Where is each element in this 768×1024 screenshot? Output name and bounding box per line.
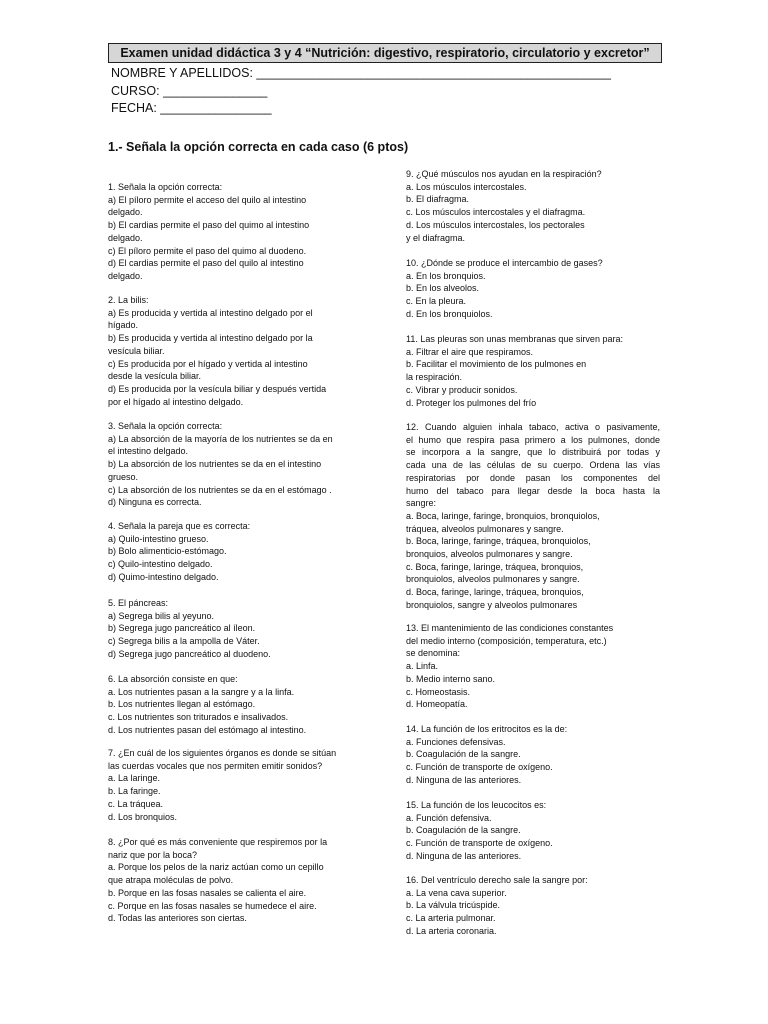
question-text: 12. Cuando alguien inhala tabaco, activa o pasivamente, [406, 422, 660, 432]
course-field: CURSO: _______________ [111, 83, 268, 98]
question-line: a. La laringe. [108, 773, 161, 784]
question-block [406, 333, 660, 409]
question-block [406, 257, 660, 321]
question-line: b) Segrega jugo pancreático al íleon. [108, 623, 256, 634]
question-line: c. Los músculos intercostales y el diafragma. [406, 207, 586, 218]
date-field: FECHA: ________________ [111, 101, 272, 115]
question-block [406, 421, 660, 612]
question-line: la respiración. [406, 372, 463, 383]
student-info-fields [111, 65, 671, 118]
question-line: b. En los alveolos. [406, 283, 480, 294]
question-line: d) Segrega jugo pancreático al duodeno. [108, 648, 271, 659]
question-text: 3. Señala la opción correcta: [108, 421, 223, 431]
question-block [406, 168, 660, 244]
question-line: d) El cardias permite el paso del quilo al intestino [108, 258, 304, 269]
question-line: b. Medio interno sano. [406, 673, 496, 684]
question-line: a. Filtrar el aire que respiramos. [406, 346, 534, 357]
question-line: d. Homeopatía. [406, 699, 468, 710]
question-line: c. Porque en las fosas nasales se humedece el aire. [108, 900, 317, 911]
question-block [406, 799, 660, 863]
question-line: que atrapa moléculas de polvo. [108, 875, 234, 886]
question-line: c. Homeostasis. [406, 686, 471, 697]
question-line: d. Los bronquios. [108, 811, 178, 822]
question-line: d. Los nutrientes pasan del estómago al intestino. [108, 724, 307, 735]
question-line: el humo que respira pasa primero a los pulmones, donde [406, 434, 660, 445]
question-line: b) El cardias permite el paso del quimo al intestino [108, 220, 310, 231]
question-block [108, 520, 368, 584]
question-line: humo del tabaco para llegar desde la boca hasta la [406, 485, 660, 496]
question-text: 9. ¿Qué músculos nos ayudan en la respiración? [406, 169, 602, 179]
question-line: a. Los nutrientes pasan a la sangre y a la linfa. [108, 686, 295, 697]
question-line: c. Boca, faringe, laringe, tráquea, bronquios, [406, 561, 584, 572]
question-block [108, 597, 368, 661]
question-line: del medio interno (composición, temperatura, etc.) [406, 635, 607, 646]
question-block [108, 747, 368, 823]
question-line: a. Los músculos intercostales. [406, 181, 527, 192]
question-line: d. Los músculos intercostales, los pectorales [406, 219, 585, 230]
question-text: 10. ¿Dónde se produce el intercambio de gases? [406, 258, 603, 268]
question-text: 15. La función de los leucocitos es: [406, 800, 547, 810]
question-line: d) Quimo-intestino delgado. [108, 571, 219, 582]
question-line: c) Quilo-intestino delgado. [108, 559, 213, 570]
question-line: d) Ninguna es correcta. [108, 497, 202, 508]
question-line: a. Funciones defensivas. [406, 736, 506, 747]
question-line: c. Función de transporte de oxígeno. [406, 762, 553, 773]
question-text: 2. La bilis: [108, 295, 149, 305]
question-line: a. Linfa. [406, 661, 439, 672]
question-line: d. La arteria coronaria. [406, 925, 497, 936]
question-line: a. En los bronquios. [406, 270, 486, 281]
question-line: delgado. [108, 232, 143, 243]
question-block [406, 874, 660, 938]
question-line: b. Coagulación de la sangre. [406, 749, 521, 760]
question-line: a) Segrega bilis al yeyuno. [108, 610, 215, 621]
question-line: c. Función de transporte de oxígeno. [406, 838, 553, 849]
question-line: grueso. [108, 471, 139, 482]
question-line: a. La vena cava superior. [406, 887, 507, 898]
question-line: bronquios, alveolos pulmonares y sangre. [406, 549, 573, 560]
question-block [406, 723, 660, 787]
question-line: b. Facilitar el movimiento de los pulmones en [406, 359, 587, 370]
question-block [108, 420, 368, 509]
question-text: 1. Señala la opción correcta: [108, 182, 223, 192]
question-line: y el diafragma. [406, 232, 466, 243]
question-text: 13. El mantenimiento de las condiciones constantes [406, 623, 614, 633]
question-line: nariz que por la boca? [108, 849, 198, 860]
question-line: hígado. [108, 320, 139, 331]
question-text: 14. La función de los eritrocitos es la de: [406, 724, 568, 734]
question-block [108, 673, 368, 737]
question-line: b) Bolo alimenticio-estómago. [108, 546, 227, 557]
question-line: d. Ninguna de las anteriores. [406, 850, 522, 861]
question-line: b. Los nutrientes llegan al estómago. [108, 699, 256, 710]
question-line: el intestino delgado. [108, 446, 189, 457]
question-block [108, 294, 368, 408]
question-line: d. Ninguna de las anteriores. [406, 774, 522, 785]
question-block [108, 836, 368, 925]
question-line: respiratorias por donde pasan los componentes del [406, 472, 660, 483]
question-line: d. En los bronquiolos. [406, 308, 493, 319]
question-line: bronquiolos, sangre y alveolos pulmonares [406, 599, 578, 610]
question-line: b. Porque en las fosas nasales se calienta el aire. [108, 887, 307, 898]
question-line: a. Porque los pelos de la nariz actúan como un cepillo [108, 862, 324, 873]
question-line: b. La faringe. [108, 786, 161, 797]
question-text: 4. Señala la pareja que es correcta: [108, 521, 251, 531]
question-text: 11. Las pleuras son unas membranas que sirven para: [406, 334, 623, 344]
question-line: c. En la pleura. [406, 296, 467, 307]
question-line: d. Boca, faringe, laringe, tráquea, bronquios, [406, 587, 584, 598]
question-line: a) Es producida y vertida al intestino delgado por el [108, 307, 313, 318]
question-text: 16. Del ventrículo derecho sale la sangre por: [406, 875, 588, 885]
question-line: c. Los nutrientes son triturados e insalivados. [108, 712, 289, 723]
question-line: a. Función defensiva. [406, 812, 492, 823]
question-line: c. La arteria pulmonar. [406, 913, 496, 924]
name-field: NOMBRE Y APELLIDOS: ___________________________________________________ [111, 66, 611, 80]
question-text: 8. ¿Por qué es más conveniente que respiremos por la [108, 837, 328, 847]
question-line: d. Todas las anteriores son ciertas. [108, 913, 247, 924]
question-line: desde la vesícula biliar. [108, 371, 202, 382]
question-line: d. Proteger los pulmones del frío [406, 397, 537, 408]
question-line: por el hígado al intestino delgado. [108, 396, 244, 407]
question-line: delgado. [108, 270, 143, 281]
question-line: c. La tráquea. [108, 798, 164, 809]
question-line: b. Boca, laringe, faringe, tráquea, bronquiolos, [406, 536, 591, 547]
question-text: 6. La absorción consiste en que: [108, 674, 238, 684]
question-line: b) Es producida y vertida al intestino delgado por la [108, 333, 313, 344]
question-text: 5. El páncreas: [108, 598, 169, 608]
question-block [108, 181, 368, 283]
question-line: c) La absorción de los nutrientes se da en el estómago . [108, 484, 332, 495]
question-line: b. El diafragma. [406, 194, 470, 205]
question-line: sangre: [406, 498, 437, 509]
question-line: tráquea, alveolos pulmonares y sangre. [406, 523, 564, 534]
question-line: a) La absorción de la mayoría de los nutrientes se da en [108, 433, 333, 444]
question-line: delgado. [108, 207, 143, 218]
question-block [406, 622, 660, 711]
question-line: vesícula biliar. [108, 345, 165, 356]
question-line: se denomina: [406, 648, 461, 659]
question-text: 7. ¿En cuál de los siguientes órganos es donde se sitúan [108, 748, 337, 758]
question-line: a) Quilo-intestino grueso. [108, 533, 209, 544]
question-line: se incorpora a la sangre, que lo distribuirá por todas y [406, 447, 660, 458]
question-line: c) El píloro permite el paso del quimo al duodeno. [108, 245, 307, 256]
section-title: 1.- Señala la opción correcta en cada caso (6 ptos) [108, 140, 409, 154]
question-line: b. La válvula tricúspide. [406, 900, 501, 911]
question-line: cada una de las células de su cuerpo. Ordena las vías [406, 460, 660, 471]
question-line: las cuerdas vocales que nos permiten emitir sonidos? [108, 760, 323, 771]
exam-title: Examen unidad didáctica 3 y 4 “Nutrición: digestivo, respiratorio, circulatorio y excretor” [108, 43, 662, 63]
question-line: b) La absorción de los nutrientes se da en el intestino [108, 459, 322, 470]
question-line: b. Coagulación de la sangre. [406, 825, 521, 836]
question-line: a) El píloro permite el acceso del quilo al intestino [108, 194, 307, 205]
question-line: c) Segrega bilis a la ampolla de Váter. [108, 636, 260, 647]
question-line: a. Boca, laringe, faringe, bronquios, bronquiolos, [406, 510, 600, 521]
question-line: d) Es producida por la vesícula biliar y después vertida [108, 383, 327, 394]
question-line: c. Vibrar y producir sonidos. [406, 384, 518, 395]
question-line: bronquiolos, alveolos pulmonares y sangre. [406, 574, 580, 585]
question-line: c) Es producida por el hígado y vertida al intestino [108, 358, 308, 369]
